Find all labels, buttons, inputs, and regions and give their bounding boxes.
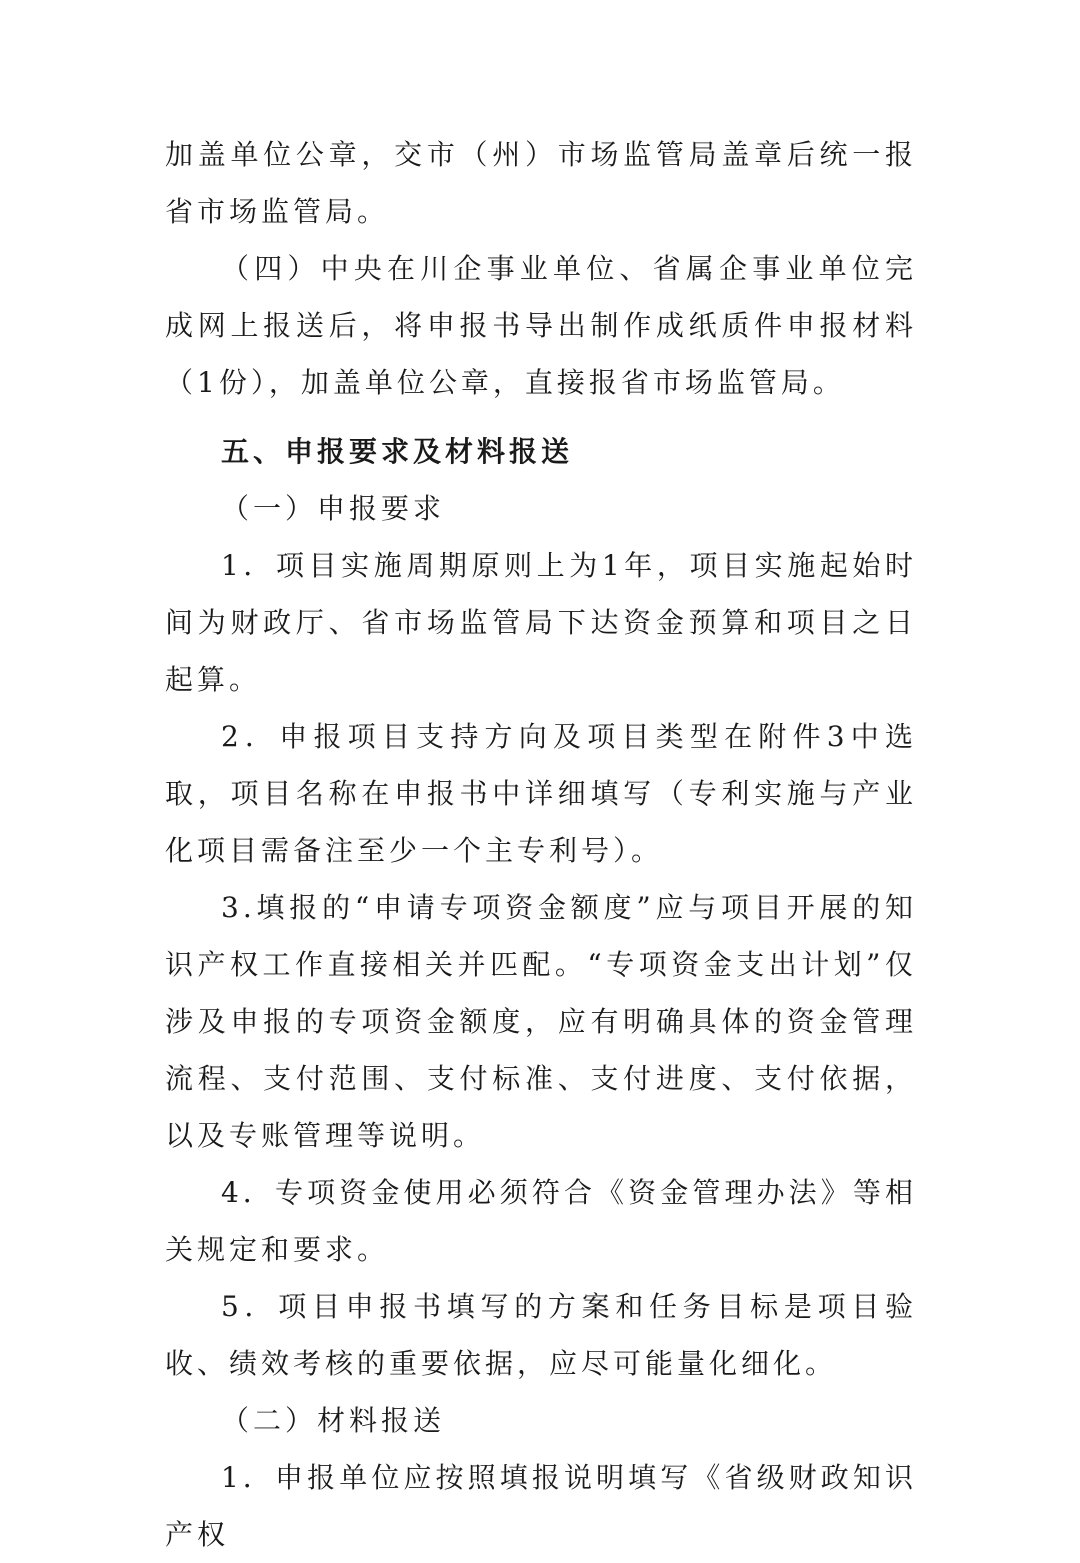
requirement-item-4: 4．专项资金使用必须符合《资金管理办法》等相关规定和要求。 <box>165 1176 917 1266</box>
paragraph-continuation: 加盖单位公章，交市（州）市场监管局盖章后统一报省市场监管局。 <box>165 138 917 228</box>
section-heading-five: 五、申报要求及材料报送 <box>221 435 574 468</box>
paragraph-item-four: （四）中央在川企事业单位、省属企事业单位完成网上报送后，将申报书导出制作成纸质件申报材料（1份），加盖单位公章，直接报省市场监管局。 <box>165 252 917 399</box>
requirement-item-5: 5．项目申报书填写的方案和任务目标是项目验收、绩效考核的重要依据，应尽可能量化细化。 <box>165 1290 917 1380</box>
requirement-item-2: 2．申报项目支持方向及项目类型在附件3中选取，项目名称在申报书中详细填写（专利实施与产业化项目需备注至少一个主专利号）。 <box>165 720 917 867</box>
requirement-item-1: 1．项目实施周期原则上为1年，项目实施起始时间为财政厅、省市场监管局下达资金预算和项目之日起算。 <box>165 549 917 696</box>
submission-item-1: 1．申报单位应按照填报说明填写《省级财政知识产权 <box>165 1461 917 1551</box>
document-page <box>165 126 917 1563</box>
requirement-item-3: 3.填报的“申请专项资金额度”应与项目开展的知识产权工作直接相关并匹配。“专项资金支出计划”仅涉及申报的专项资金额度，应有明确具体的资金管理流程、支付范围、支付标准、支付进度、支付依据，以及专账管理等说明。 <box>165 891 917 1152</box>
subsection-heading-requirements: （一）申报要求 <box>221 492 446 525</box>
subsection-heading-submission: （二）材料报送 <box>221 1404 446 1437</box>
